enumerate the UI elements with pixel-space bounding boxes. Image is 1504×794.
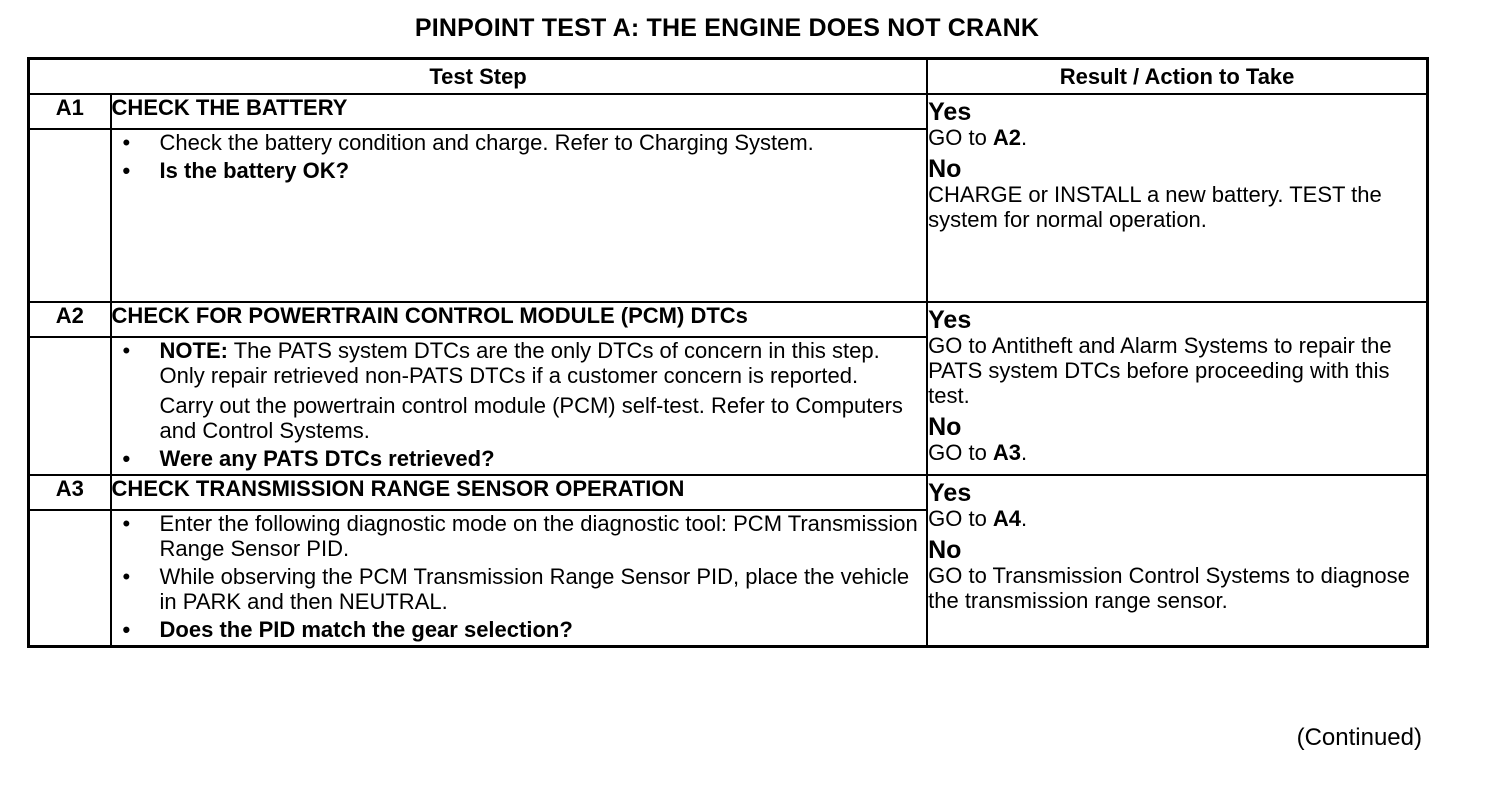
bullet-icon: •: [122, 564, 131, 589]
table-header-row: [29, 59, 1428, 95]
page-title: PINPOINT TEST A: THE ENGINE DOES NOT CRANK: [414, 14, 1040, 42]
pinpoint-test-table: [27, 57, 1429, 648]
note-label: NOTE:: [159, 338, 228, 363]
no-action: GO to A3.: [928, 440, 1028, 465]
list-item: • Enter the following diagnostic mode on the diagnostic tool: PCM Transmission Range Sensor PID.: [122, 511, 918, 561]
yes-action: GO to A2.: [928, 125, 1028, 150]
header-test-step: Test Step: [29, 59, 928, 95]
yes-label: Yes: [928, 306, 972, 334]
yes-label: Yes: [928, 479, 972, 507]
step-title: CHECK THE BATTERY: [111, 94, 928, 129]
bullet-icon: •: [122, 446, 131, 471]
no-action: GO to Transmission Control Systems to diagnose the transmission range sensor.: [928, 563, 1410, 613]
step-a2-body: [111, 337, 928, 475]
no-label: No: [928, 536, 962, 564]
step-a1-result: [927, 94, 1427, 302]
list-item: • NOTE: The PATS system DTCs are the only DTCs of concern in this step. Only repair retrieved non-PATS DTCs if a customer concern is reported.: [122, 338, 880, 388]
list-item: • While observing the PCM Transmission Range Sensor PID, place the vehicle in PARK and then NEUTRAL.: [122, 564, 910, 614]
no-action: CHARGE or INSTALL a new battery. TEST the system for normal operation.: [928, 182, 1382, 232]
step-a2-title-row: [29, 302, 1428, 337]
step-continuation: Carry out the powertrain control module (PCM) self-test. Refer to Computers and Control Systems.: [159, 393, 903, 443]
yes-label: Yes: [928, 98, 972, 126]
bullet-icon: •: [122, 617, 131, 642]
bullet-icon: •: [122, 338, 131, 363]
step-a1-body: [111, 129, 928, 302]
continued-note: (Continued): [1296, 724, 1422, 751]
list-item: • Is the battery OK?: [122, 158, 350, 183]
list-item: • Were any PATS DTCs retrieved?: [122, 446, 495, 471]
step-id: A3: [29, 475, 111, 510]
list-item: • Does the PID match the gear selection?: [122, 617, 573, 642]
header-result-action: Result / Action to Take: [927, 59, 1427, 95]
step-id: A1: [29, 94, 111, 129]
step-a1-title-row: [29, 94, 1428, 129]
yes-action: GO to A4.: [928, 506, 1028, 531]
step-title: CHECK TRANSMISSION RANGE SENSOR OPERATION: [111, 475, 928, 510]
bullet-icon: •: [122, 130, 131, 155]
step-a3-result: [927, 475, 1427, 647]
bullet-icon: •: [122, 158, 131, 183]
step-a2-result: [927, 302, 1427, 475]
step-a3-body: [111, 510, 928, 647]
list-item: • Check the battery condition and charge. Refer to Charging System.: [122, 130, 814, 155]
step-title: CHECK FOR POWERTRAIN CONTROL MODULE (PCM) DTCs: [111, 302, 928, 337]
yes-action: GO to Antitheft and Alarm Systems to repair the PATS system DTCs before proceeding with this test.: [928, 333, 1392, 408]
step-a3-title-row: [29, 475, 1428, 510]
bullet-icon: •: [122, 511, 131, 536]
no-label: No: [928, 155, 962, 183]
no-label: No: [928, 413, 962, 441]
step-id: A2: [29, 302, 111, 337]
